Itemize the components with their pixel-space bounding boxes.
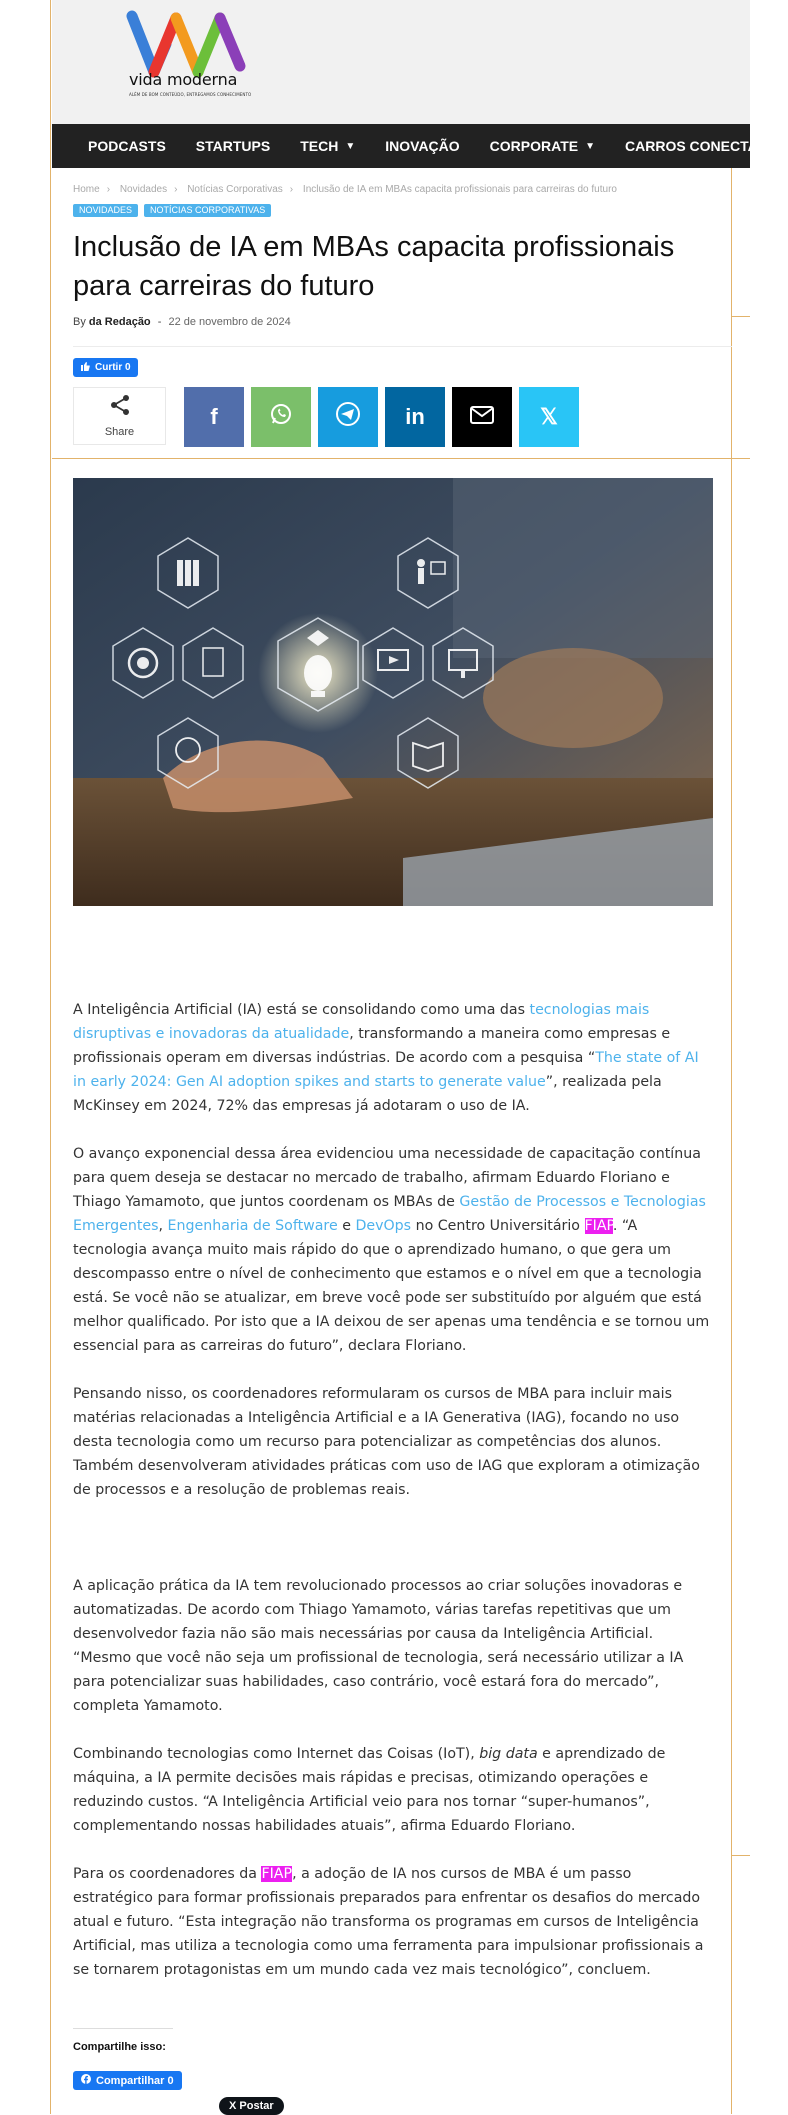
x-icon: 𝕏 [540, 404, 558, 429]
article-container [52, 168, 732, 2114]
chevron-right-icon: › [106, 184, 111, 195]
left-gutter [0, 0, 51, 2114]
paragraph-3: Pensando nisso, os coordenadores reformularam os cursos de MBA para incluir mais matérias relacionadas a Inteligência Artificial e a IA Generativa (IAG), focando no uso desta tecnologia como um recurso para potencializar as competências dos alunos. Também desenvolveram atividades práticas com uso de IAG que exploram a otimização de processos e a resolução de problemas reais. [73, 1386, 700, 1498]
author-link[interactable]: da Redação [88, 316, 151, 328]
envelope-icon [470, 404, 494, 430]
link-mckinsey-report[interactable]: The state of AI in early 2024: Gen AI adoption spikes and starts to generate value [73, 1050, 699, 1090]
facebook-icon [81, 2074, 91, 2087]
divider [73, 346, 732, 347]
email-share-button[interactable] [452, 387, 512, 447]
divider [732, 316, 750, 317]
x-share-button[interactable] [519, 387, 579, 447]
nav-item-podcasts[interactable]: PODCASTS [88, 138, 166, 154]
share-icon [109, 394, 131, 421]
whatsapp-icon [269, 402, 293, 432]
linkedin-share-button[interactable] [385, 387, 445, 447]
paragraph-6: Para os coordenadores da FIAP, a adoção de IA nos cursos de MBA é um passo estratégico para formar profissionais preparados para enfrentar os desafios do mercado atual e futuro. “Esta integração não transforma os programas em cursos de Inteligência Artificial, mas utiliza a tecnologia como uma ferramenta para impulsionar profissionais a se tornarem protagonistas em um mundo cada vez mais tecnológico”, concluem. [73, 1866, 704, 1978]
hero-image [73, 478, 713, 906]
chevron-down-icon: ▼ [585, 140, 595, 152]
whatsapp-share-button[interactable] [251, 387, 311, 447]
page-title: Inclusão de IA em MBAs capacita profissionais para carreiras do futuro [73, 231, 675, 302]
breadcrumb [73, 184, 617, 195]
x-post-button[interactable]: X Postar [219, 2097, 284, 2115]
share-button[interactable] [73, 387, 166, 445]
nav-item-corporate[interactable]: CORPORATE ▼ [489, 138, 595, 154]
tag-novidades[interactable]: NOVIDADES [73, 204, 138, 217]
facebook-share-button[interactable] [184, 387, 244, 447]
publish-date: 22 de novembro de 2024 [168, 316, 291, 328]
logo-tagline: ALÉM DE BOM CONTEÚDO, ENTREGAMOS CONHECIMENTO [129, 92, 252, 97]
facebook-compartilhar-button[interactable] [73, 2071, 182, 2090]
divider [732, 1855, 750, 1856]
byline-dash: - [157, 316, 162, 328]
link-tecnologias-disruptivas[interactable]: tecnologias mais disruptivas e inovadoras da atualidade [73, 1002, 650, 1042]
share-this-section [73, 2028, 173, 2053]
facebook-share-label: Compartilhar 0 [96, 2074, 174, 2087]
highlighted-term: FIAP [261, 1866, 293, 1882]
divider [73, 2028, 173, 2029]
highlighted-term: FIAP [584, 1218, 613, 1234]
nav-item-inovacao[interactable]: INOVAÇÃO [385, 138, 460, 154]
nav-item-carros-conectados[interactable]: CARROS CONECTADOS [625, 138, 788, 154]
facebook-like-button[interactable] [73, 358, 138, 377]
chevron-right-icon: › [174, 184, 178, 195]
breadcrumb-noticias-corporativas[interactable]: Notícias Corporativas [187, 184, 283, 195]
link-mba-devops[interactable]: DevOps [355, 1218, 412, 1234]
linkedin-icon: in [405, 404, 425, 429]
logo-name: vida moderna [129, 70, 238, 89]
chevron-down-icon: ▼ [345, 140, 356, 152]
facebook-icon: f [210, 404, 218, 429]
breadcrumb-home[interactable]: Home [73, 184, 100, 195]
facebook-like-label: Curtir 0 [95, 362, 131, 373]
thumbs-up-icon [80, 361, 90, 374]
paragraph-5: Combinando tecnologias como Internet das Coisas (IoT), big data e aprendizado de máquina, a IA permite decisões mais rápidas e precisas, otimizando operações e reduzindo custos. “A Inteligência Artificial veio para nos tornar “super-humanos”, complementando nossas habilidades atuais”, afirma Eduardo Floriano. [73, 1746, 666, 1834]
byline [73, 316, 291, 328]
telegram-share-button[interactable] [318, 387, 378, 447]
telegram-icon [335, 401, 361, 433]
nav-item-startups[interactable]: STARTUPS [195, 138, 271, 154]
chevron-right-icon: › [289, 184, 294, 195]
link-mba-gestao-processos[interactable]: Gestão de Processos e Tecnologias Emergentes [73, 1194, 706, 1234]
link-mba-engenharia-software[interactable]: Engenharia de Software [167, 1218, 338, 1234]
paragraph-1: A Inteligência Artificial (IA) está se consolidando como uma das tecnologias mais disruptivas e inovadoras da atualidade, transformando a maneira como empresas e profissionais operam em diversas indústrias. De acordo com a pesquisa “The state of AI in early 2024: Gen AI adoption spikes and starts to generate value”, realizada pela McKinsey em 2024, 72% das empresas já adotaram o uso de IA. [73, 1002, 699, 1114]
category-tags [73, 204, 271, 217]
share-label: Share [104, 426, 135, 438]
paragraph-2: O avanço exponencial dessa área evidenciou uma necessidade de capacitação contínua para quem deseja se destacar no mercado de trabalho, afirmam Eduardo Floriano e Thiago Yamamoto, que juntos coordenam os MBAs de Gestão de Processos e Tecnologias Emergentes, Engenharia de Software e DevOps no Centro Universitário FIAP. “A tecnologia avança muito mais rápido do que o aprendizado humano, o que gera um descompasso entre o nível de conhecimento que estamos e o nível em que a tecnologia está. Se você não se atualizar, em breve você pode ser substituído por alguém que está melhor qualificado. Por isto que a IA deixou de ser apenas uma tendência e se tornou um essencial para as carreiras do futuro”, declara Floriano. [73, 1146, 710, 1354]
breadcrumb-novidades[interactable]: Novidades [119, 184, 168, 195]
social-share-row [184, 387, 579, 447]
by-label: By [73, 316, 86, 328]
article-body [73, 998, 715, 2006]
breadcrumb-current: Inclusão de IA em MBAs capacita profissionais para carreiras do futuro [302, 184, 617, 195]
main-nav [52, 124, 788, 168]
paragraph-4: A aplicação prática da IA tem revolucionado processos ao criar soluções inovadoras e automatizadas. De acordo com Thiago Yamamoto, várias tarefas repetitivas que um desenvolvedor fazia não são mais necessárias por causa da Inteligência Artificial. “Mesmo que você não seja um profissional de tecnologia, será necessário utilizar a IA para potencializar suas habilidades, caso contrário, você estará fora do mercado”, completa Yamamoto. [73, 1578, 684, 1714]
tag-noticias-corporativas[interactable]: NOTÍCIAS CORPORATIVAS [144, 204, 271, 217]
site-header [52, 0, 750, 124]
share-this-label: Compartilhe isso: [73, 2041, 166, 2053]
nav-item-tech[interactable]: TECH ▼ [300, 138, 356, 154]
